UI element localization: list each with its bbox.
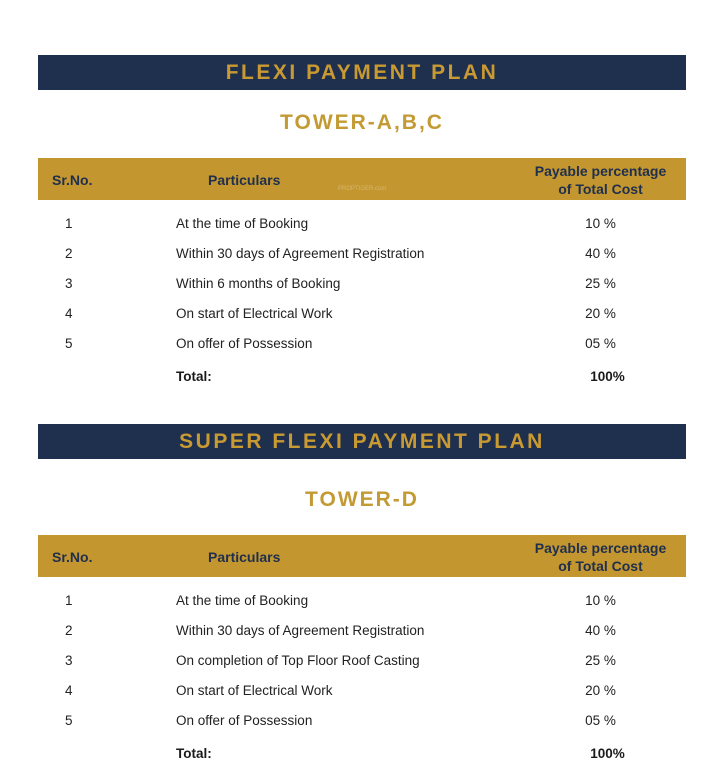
row-sr: 3: [65, 276, 73, 291]
row-particular: Within 30 days of Agreement Registration: [176, 623, 425, 638]
row-particular: On offer of Possession: [176, 336, 313, 351]
total-label: Total:: [176, 369, 212, 384]
row-percentage: 20 %: [585, 306, 616, 321]
row-percentage: 25 %: [585, 653, 616, 668]
header-payable-line1: Payable percentage: [534, 540, 667, 556]
plan-title-banner: [38, 424, 686, 459]
table-row: [38, 246, 686, 276]
row-particular: At the time of Booking: [176, 216, 309, 231]
super-flexi-payment-plan-section: [38, 424, 686, 761]
table-header: [38, 535, 686, 577]
row-sr: 4: [65, 306, 73, 321]
row-sr: 2: [65, 246, 73, 261]
row-particular: Within 6 months of Booking: [176, 276, 341, 291]
plan-title: SUPER FLEXI PAYMENT PLAN: [179, 429, 545, 453]
row-percentage: 25 %: [585, 276, 616, 291]
header-particulars: Particulars: [208, 172, 281, 188]
row-particular: On start of Electrical Work: [176, 306, 333, 321]
row-particular: On completion of Top Floor Roof Casting: [176, 653, 420, 668]
row-percentage: 10 %: [585, 216, 616, 231]
header-sr-no: Sr.No.: [52, 172, 93, 188]
row-percentage: 20 %: [585, 683, 616, 698]
total-row: [38, 746, 686, 776]
flexi-payment-plan-section: [38, 55, 686, 384]
row-percentage: 05 %: [585, 713, 616, 728]
table-row: [38, 276, 686, 306]
row-percentage: 05 %: [585, 336, 616, 351]
header-payable-line2: of Total Cost: [558, 181, 643, 197]
row-sr: 5: [65, 336, 73, 351]
table-row: [38, 683, 686, 713]
table-row: [38, 336, 686, 366]
row-sr: 3: [65, 653, 73, 668]
total-label: Total:: [176, 746, 212, 761]
row-particular: On start of Electrical Work: [176, 683, 333, 698]
row-particular: Within 30 days of Agreement Registration: [176, 246, 425, 261]
tower-heading: TOWER-D: [305, 488, 419, 511]
total-value: 100%: [590, 746, 625, 761]
row-percentage: 40 %: [585, 623, 616, 638]
plan-title: FLEXI PAYMENT PLAN: [225, 60, 499, 84]
header-payable: [518, 539, 683, 575]
table-row: [38, 216, 686, 246]
row-sr: 1: [65, 216, 73, 231]
row-sr: 5: [65, 713, 73, 728]
header-sr-no: Sr.No.: [52, 549, 93, 565]
total-value: 100%: [590, 369, 625, 384]
table-row: [38, 653, 686, 683]
table-row: [38, 306, 686, 336]
plan-title-banner: [38, 55, 686, 90]
header-payable-line2: of Total Cost: [558, 558, 643, 574]
table-header: [38, 158, 686, 200]
row-sr: 1: [65, 593, 73, 608]
header-particulars: Particulars: [208, 549, 281, 565]
row-particular: On offer of Possession: [176, 713, 313, 728]
table-row: [38, 623, 686, 653]
row-sr: 4: [65, 683, 73, 698]
table-row: [38, 713, 686, 743]
row-percentage: 10 %: [585, 593, 616, 608]
row-sr: 2: [65, 623, 73, 638]
header-payable: [518, 162, 683, 198]
header-payable-line1: Payable percentage: [534, 163, 667, 179]
table-row: [38, 593, 686, 623]
row-particular: At the time of Booking: [176, 593, 309, 608]
row-percentage: 40 %: [585, 246, 616, 261]
watermark: PROPTIGER.com: [338, 186, 387, 192]
tower-heading: TOWER-A,B,C: [280, 111, 444, 134]
total-row: [38, 369, 686, 399]
